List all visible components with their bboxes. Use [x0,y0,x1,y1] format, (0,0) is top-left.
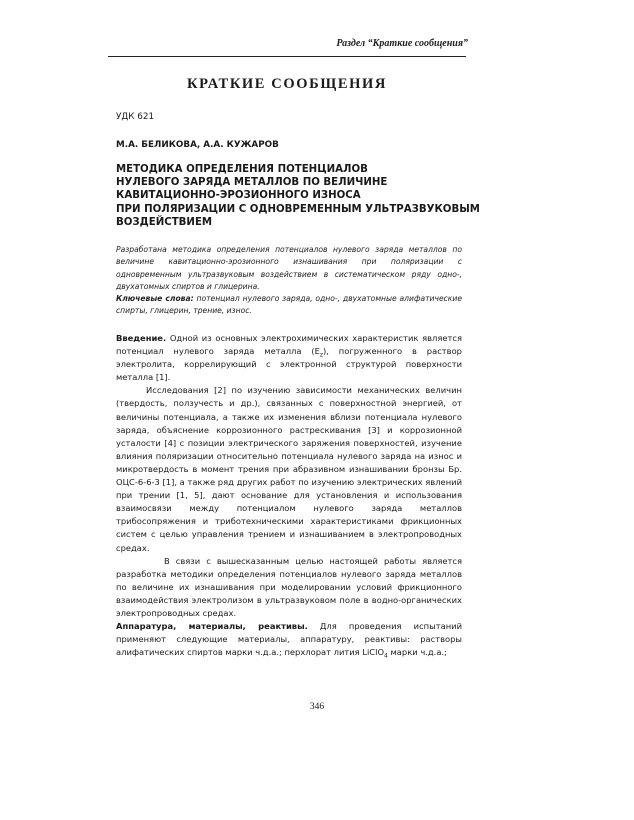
authors: М.А. БЕЛИКОВА, А.А. КУЖАРОВ [116,140,279,150]
intro-label: Введение. [116,333,167,343]
page-number: 346 [309,702,325,712]
udk-code: УДК 621 [116,112,155,122]
intro-subscript: z [319,351,324,359]
keywords-label: Ключевые слова: [116,294,194,304]
apparatus-label: Аппаратура, материалы, реактивы. [116,621,308,632]
article-body [116,332,462,659]
abstract [116,244,462,318]
title-line: НУЛЕВОГО ЗАРЯДА МЕТАЛЛОВ ПО ВЕЛИЧИНЕ [116,177,388,189]
title-line: ВОЗДЕЙСТВИЕМ [116,216,213,228]
paragraph-introduction [116,332,462,384]
intro-text: Одной из основных электрохимических характеристик является потенциал нулевого заряда металла (E [116,333,462,357]
header-rule [108,56,466,57]
paragraph-goal: В связи с вышесказанным целью настоящей работы является разработка методики определения потенциалов нулевого заряда металлов по величине их изнашивания при моделировании условий фрикционного взаимодействия электролизом в ультразвуковом поле в водно-органических электропроводных средах. [116,555,462,618]
apparatus-text-cont: марки ч.д.а.; [387,647,447,658]
paragraph-apparatus [116,620,462,659]
apparatus-subscript: 4 [384,652,388,660]
running-head: Раздел “Краткие сообщения” [336,38,468,49]
apparatus-text: Для проведения испытаний применяют следующие материалы, аппаратуру, реактивы: растворы алифатических спиртов марки ч.д.а.; перхлорат лития LiClO [116,621,462,658]
paragraph-research: Исследования [2] по изучению зависимости механических величин (твердость, ползучесть и др.), связанных с поверхностной энергией, от величины потенциала, а также их изменения вблизи потенциала нулевого заряда, объяснение коррозионного растрескивания [3] и коррозионной усталости [4] с позиции электрического заряжения поверхностей, изучение влияния поляризации относительно потенциала нулевого заряда на износ и микротвердость в момент трения при абразивном изнашивании бронзы Бр. ОЦС-6-6-3 [1], а также ряд других работ по изучению электрических явлений при трении [1, 5], дают основание для установления и использования взаимосвязи между потенциалом нулевого заряда металлов трибосопряжения и триботехническими характеристиками фрикционных систем с целью управления трением и изнашиванием в электропроводных средах. [116,385,462,553]
title-line: ПРИ ПОЛЯРИЗАЦИИ С ОДНОВРЕМЕННЫМ УЛЬТРАЗВУКОВЫМ [116,203,480,215]
abstract-text: Разработана методика определения потенциалов нулевого заряда металлов по величине кавитационно-эрозионного изнашивания при поляризации с одновременным ультразвуковым воздействием в систематическом ряду одно-, двухатомных спиртов и глицерина. [116,245,462,291]
intro-text-cont: ), погруженного в раствор электролита, коррелирующий с электронной структурой поверхности металла [1]. [116,346,462,383]
article-title [116,163,480,229]
section-title: КРАТКИЕ СООБЩЕНИЯ [187,76,387,92]
keywords-text: потенциал нулевого заряда, одно-, двухатомные алифатические спирты, глицерин, трение, износ. [116,294,462,316]
title-line: МЕТОДИКА ОПРЕДЕЛЕНИЯ ПОТЕНЦИАЛОВ [116,164,368,175]
title-line: КАВИТАЦИОННО-ЭРОЗИОННОГО ИЗНОСА [116,190,361,202]
